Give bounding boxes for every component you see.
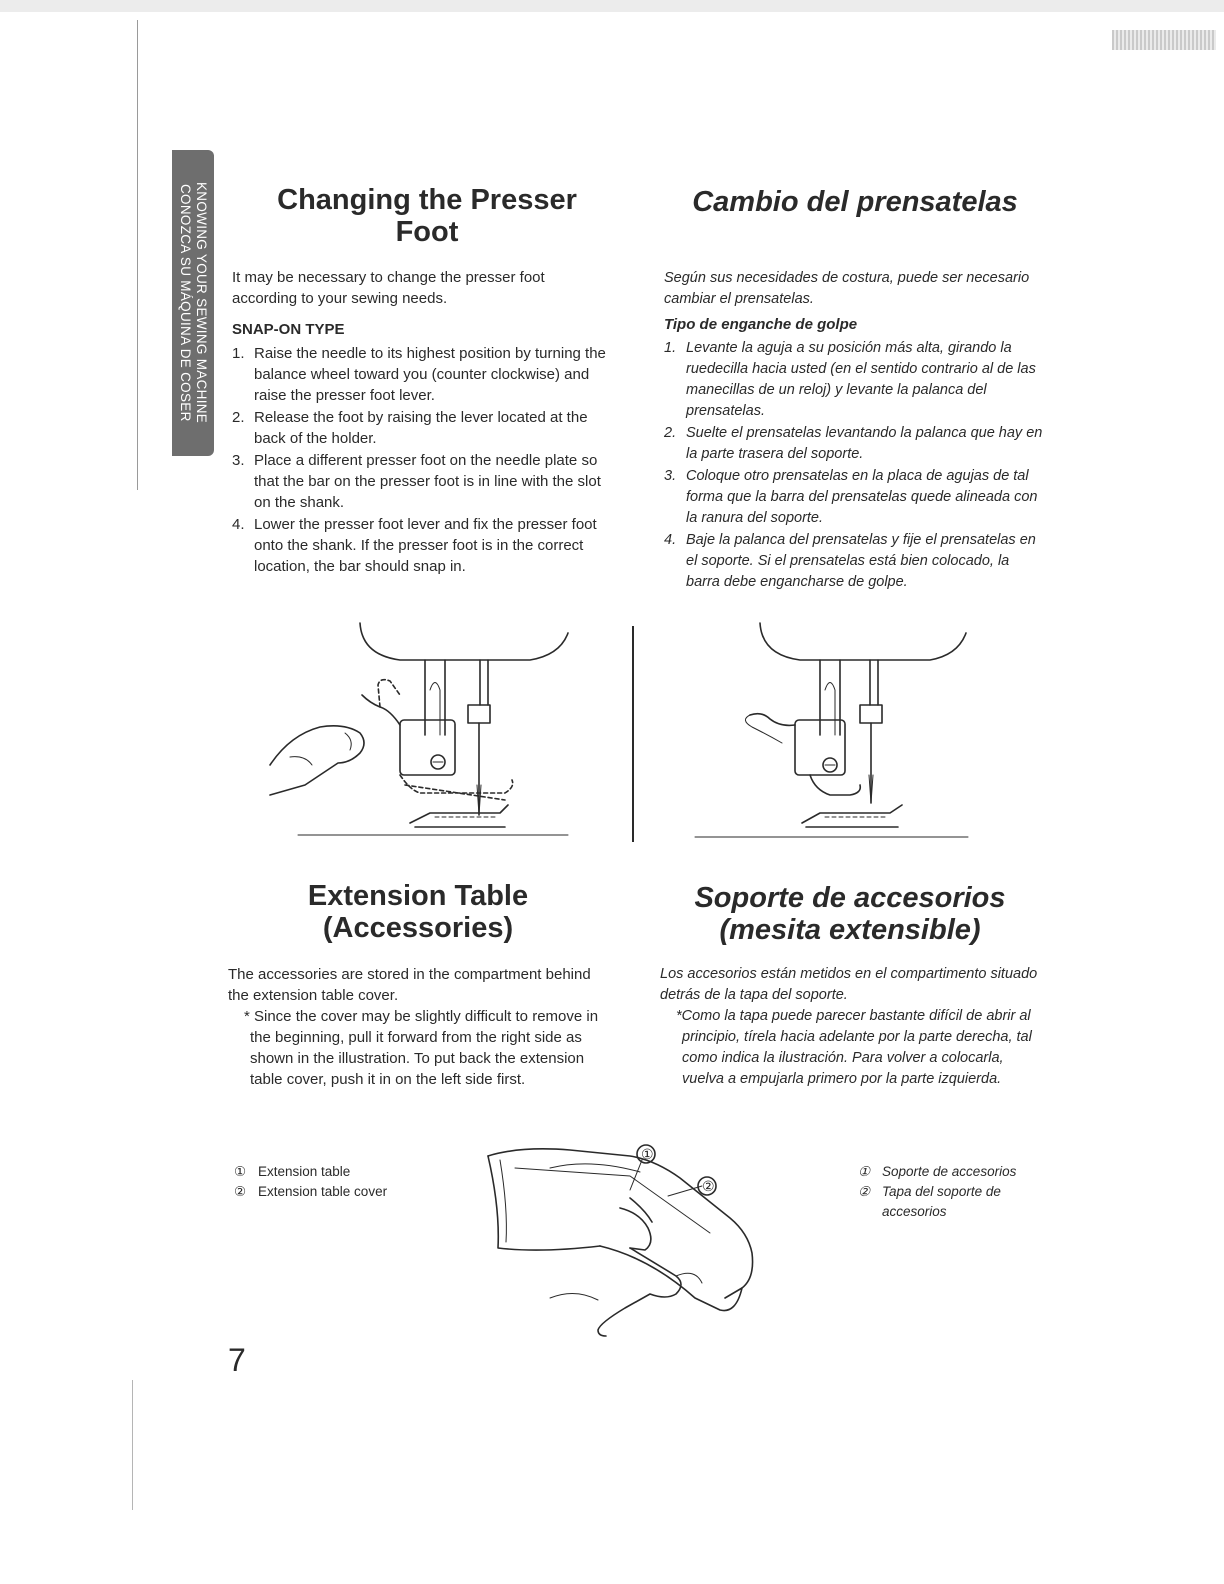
step-item [664, 423, 1044, 465]
legend-marker: ② [234, 1184, 247, 1199]
step-text: Baje la palanca del prensatelas y fije el prensatelas en el soporte. Si el prensatelas está bien colocado, la barra debe engancharse de golpe. [686, 532, 1036, 590]
legend-item [858, 1162, 1048, 1182]
page-number: 7 [228, 1342, 246, 1378]
presser-title-en-line1: Changing the Presser [277, 184, 577, 216]
step-number: 2. [232, 409, 245, 426]
callout-1: ① [641, 1146, 654, 1162]
snap-on-subtitle-en: SNAP-ON TYPE [232, 321, 345, 338]
scan-edge-line [137, 20, 138, 490]
presser-title-es: Cambio del prensatelas [692, 186, 1018, 218]
extension-title-en-line2: (Accessories) [322, 912, 514, 944]
extension-note-es: *Como la tapa puede parecer bastante difícil de abrir al principio, tírela hacia adelante por la parte derecha, tal como indica la ilustración. Para volver a colocarla, vuelva a empujarla primero por la parte izquierda. [676, 1008, 1032, 1087]
legend-label: Tapa del soporte de accesorios [882, 1184, 1001, 1219]
scan-edge-line [132, 1380, 133, 1510]
section-side-tab [172, 150, 214, 456]
extension-title-en [228, 880, 608, 944]
step-text: Raise the needle to its highest position by turning the balance wheel toward you (counter clockwise) and raise the presser foot lever. [254, 345, 606, 404]
step-text: Suelte el prensatelas levantando la palanca que hay en la parte trasera del soporte. [686, 425, 1043, 462]
presser-steps-en [232, 343, 612, 578]
legend-marker: ① [858, 1164, 871, 1179]
step-text: Place a different presser foot on the needle plate so that the bar on the presser foot is in line with the slot on the shank. [254, 452, 601, 511]
step-number: 3. [664, 468, 677, 484]
extension-title-en-line1: Extension Table [307, 880, 529, 912]
step-text: Coloque otro prensatelas en la placa de agujas de tal forma que la barra del prensatelas quede alineada con la ranura del soporte. [686, 468, 1038, 526]
step-item [232, 343, 612, 406]
presser-title-en [232, 184, 622, 248]
legend-marker: ② [858, 1184, 871, 1199]
step-number: 4. [664, 532, 677, 548]
extension-title-es [650, 882, 1050, 946]
presser-steps-es [664, 338, 1044, 594]
legend-en [234, 1162, 434, 1202]
legend-es [858, 1162, 1048, 1222]
extension-table-illustration [480, 1138, 770, 1353]
step-text: Release the foot by raising the lever located at the back of the holder. [254, 409, 588, 447]
step-item [664, 530, 1044, 593]
extension-intro-es: Los accesorios están metidos en el compartimento situado detrás de la tapa del soporte. [660, 966, 1038, 1003]
step-text: Lower the presser foot lever and fix the presser foot onto the shank. If the presser foot is in the correct location, the bar should snap in. [254, 516, 597, 575]
column-divider [632, 626, 634, 842]
callout-2: ② [702, 1178, 715, 1194]
snap-on-subtitle-es: Tipo de enganche de golpe [664, 316, 858, 333]
scan-border [0, 0, 1224, 12]
presser-foot-removal-illustration [250, 615, 580, 845]
legend-marker: ① [234, 1164, 247, 1179]
extension-note-en: * Since the cover may be slightly difficult to remove in the beginning, pull it forward from the right side as shown in the illustration. To put back the extension table cover, push it in on the left side first. [244, 1008, 599, 1088]
step-item [232, 450, 612, 513]
presser-foot-attached-illustration [690, 615, 980, 845]
step-item [664, 338, 1044, 422]
legend-label: Extension table [258, 1164, 351, 1179]
step-text: Levante la aguja a su posición más alta, girando la ruedecilla hacia usted (en el sentido contrario al de las manecillas de un reloj) y levante la palanca del prensatelas. [686, 340, 1036, 419]
legend-item [234, 1162, 434, 1182]
side-tab-spanish: CONOZCA SU MÁQUINA DE COSER [178, 184, 193, 422]
step-item [664, 466, 1044, 529]
extension-title-es-line2: (mesita extensible) [719, 914, 981, 946]
legend-item [234, 1182, 434, 1202]
step-number: 1. [232, 345, 245, 362]
step-number: 4. [232, 516, 245, 533]
presser-title-en-line2: Foot [395, 216, 459, 248]
legend-label: Extension table cover [258, 1184, 388, 1199]
extension-intro-en: The accessories are stored in the compartment behind the extension table cover. [228, 966, 591, 1004]
scan-corner-noise [1112, 30, 1216, 50]
step-number: 3. [232, 452, 245, 469]
step-number: 2. [664, 425, 677, 441]
legend-label: Soporte de accesorios [882, 1164, 1017, 1179]
side-tab-english: KNOWING YOUR SEWING MACHINE [194, 182, 209, 424]
step-item [232, 514, 612, 577]
step-number: 1. [664, 340, 677, 356]
presser-intro-en: It may be necessary to change the presser foot according to your sewing needs. [232, 269, 545, 307]
presser-intro-es: Según sus necesidades de costura, puede ser necesario cambiar el prensatelas. [664, 270, 1030, 307]
extension-title-es-line1: Soporte de accesorios [694, 882, 1006, 914]
step-item [232, 407, 612, 449]
legend-item [858, 1182, 1048, 1222]
